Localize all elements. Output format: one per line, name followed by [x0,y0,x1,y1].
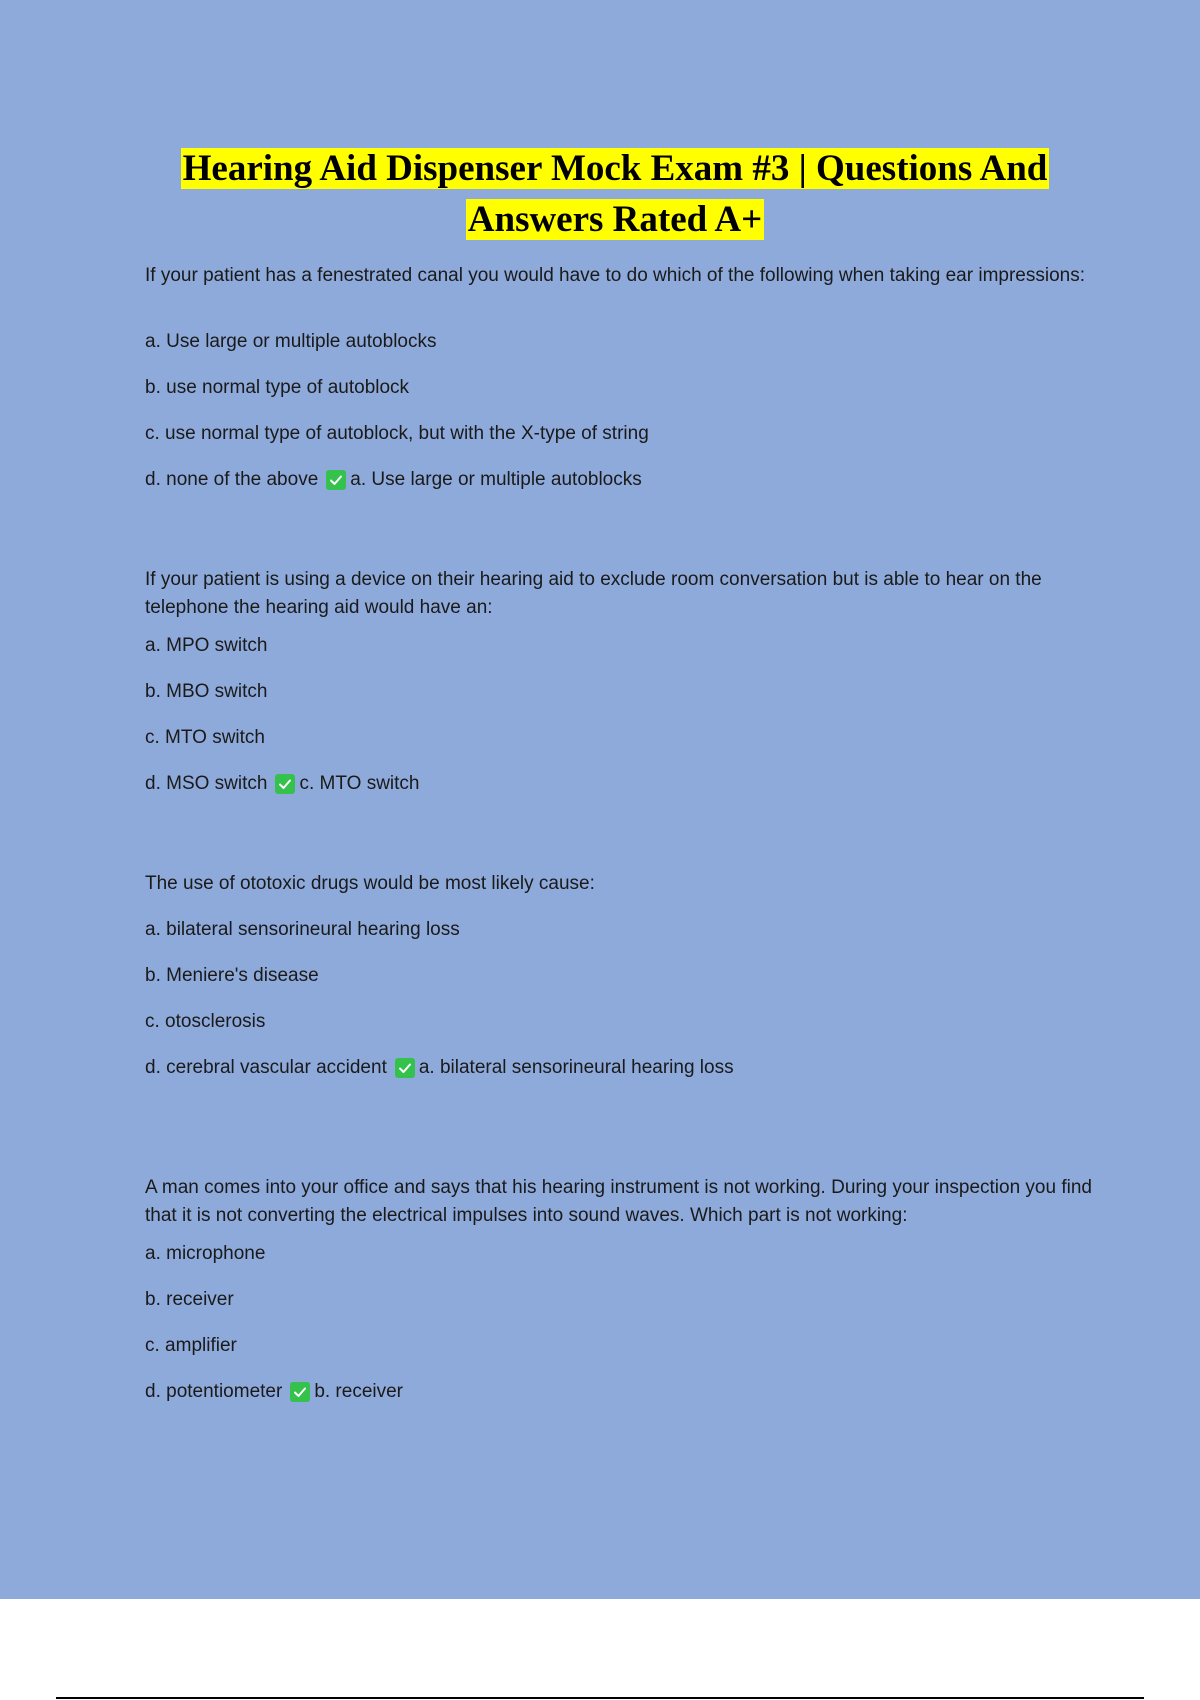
option-c: c. amplifier [145,1335,237,1356]
correct-answer: b. receiver [314,1381,404,1402]
title-highlight: Hearing Aid Dispenser Mock Exam #3 | Questions And Answers Rated A+ [182,148,1048,240]
option-a: a. MPO switch [145,635,268,656]
question-1 [145,262,1095,566]
question-list [145,262,1095,1478]
question-text: The use of ototoxic drugs would be most likely cause: [145,873,595,894]
correct-answer: a. Use large or multiple autoblocks [350,469,642,490]
option-d: d. none of the above [145,469,319,490]
option-d-with-answer [145,466,1095,494]
option-b: b. MBO switch [145,681,268,702]
correct-answer: c. MTO switch [299,773,420,794]
option-b: b. Meniere's disease [145,965,319,986]
option-d: d. cerebral vascular accident [145,1057,387,1078]
question-text: If your patient is using a device on their hearing aid to exclude room conversation but is able to hear on the telephone the hearing aid would have an: [145,569,1042,618]
option-d-with-answer [145,1378,1095,1406]
footer-divider [56,1697,1144,1699]
option-d: d. potentiometer [145,1381,283,1402]
question-text: A man comes into your office and says that his hearing instrument is not working. During your inspection you find that it is not converting the electrical impulses into sound waves. Which part is not working: [145,1177,1092,1226]
option-b: b. receiver [145,1289,234,1310]
option-b: b. use normal type of autoblock [145,377,410,398]
option-c: c. MTO switch [145,727,265,748]
option-c: c. use normal type of autoblock, but with the X-type of string [145,423,649,444]
check-mark-icon [395,1058,415,1078]
question-2 [145,566,1095,870]
question-text: If your patient has a fenestrated canal you would have to do which of the following when taking ear impressions: [145,265,1085,286]
option-c: c. otosclerosis [145,1011,266,1032]
option-d-with-answer [145,1054,1095,1082]
option-d: d. MSO switch [145,773,268,794]
document-title [140,143,1090,245]
correct-answer: a. bilateral sensorineural hearing loss [418,1057,734,1078]
option-d-with-answer [145,770,1095,798]
question-4 [145,1174,1095,1478]
check-mark-icon [326,470,346,490]
option-a: a. microphone [145,1243,266,1264]
option-a: a. Use large or multiple autoblocks [145,331,437,352]
check-mark-icon [275,774,295,794]
question-3 [145,870,1095,1174]
check-mark-icon [290,1382,310,1402]
option-a: a. bilateral sensorineural hearing loss [145,919,460,940]
